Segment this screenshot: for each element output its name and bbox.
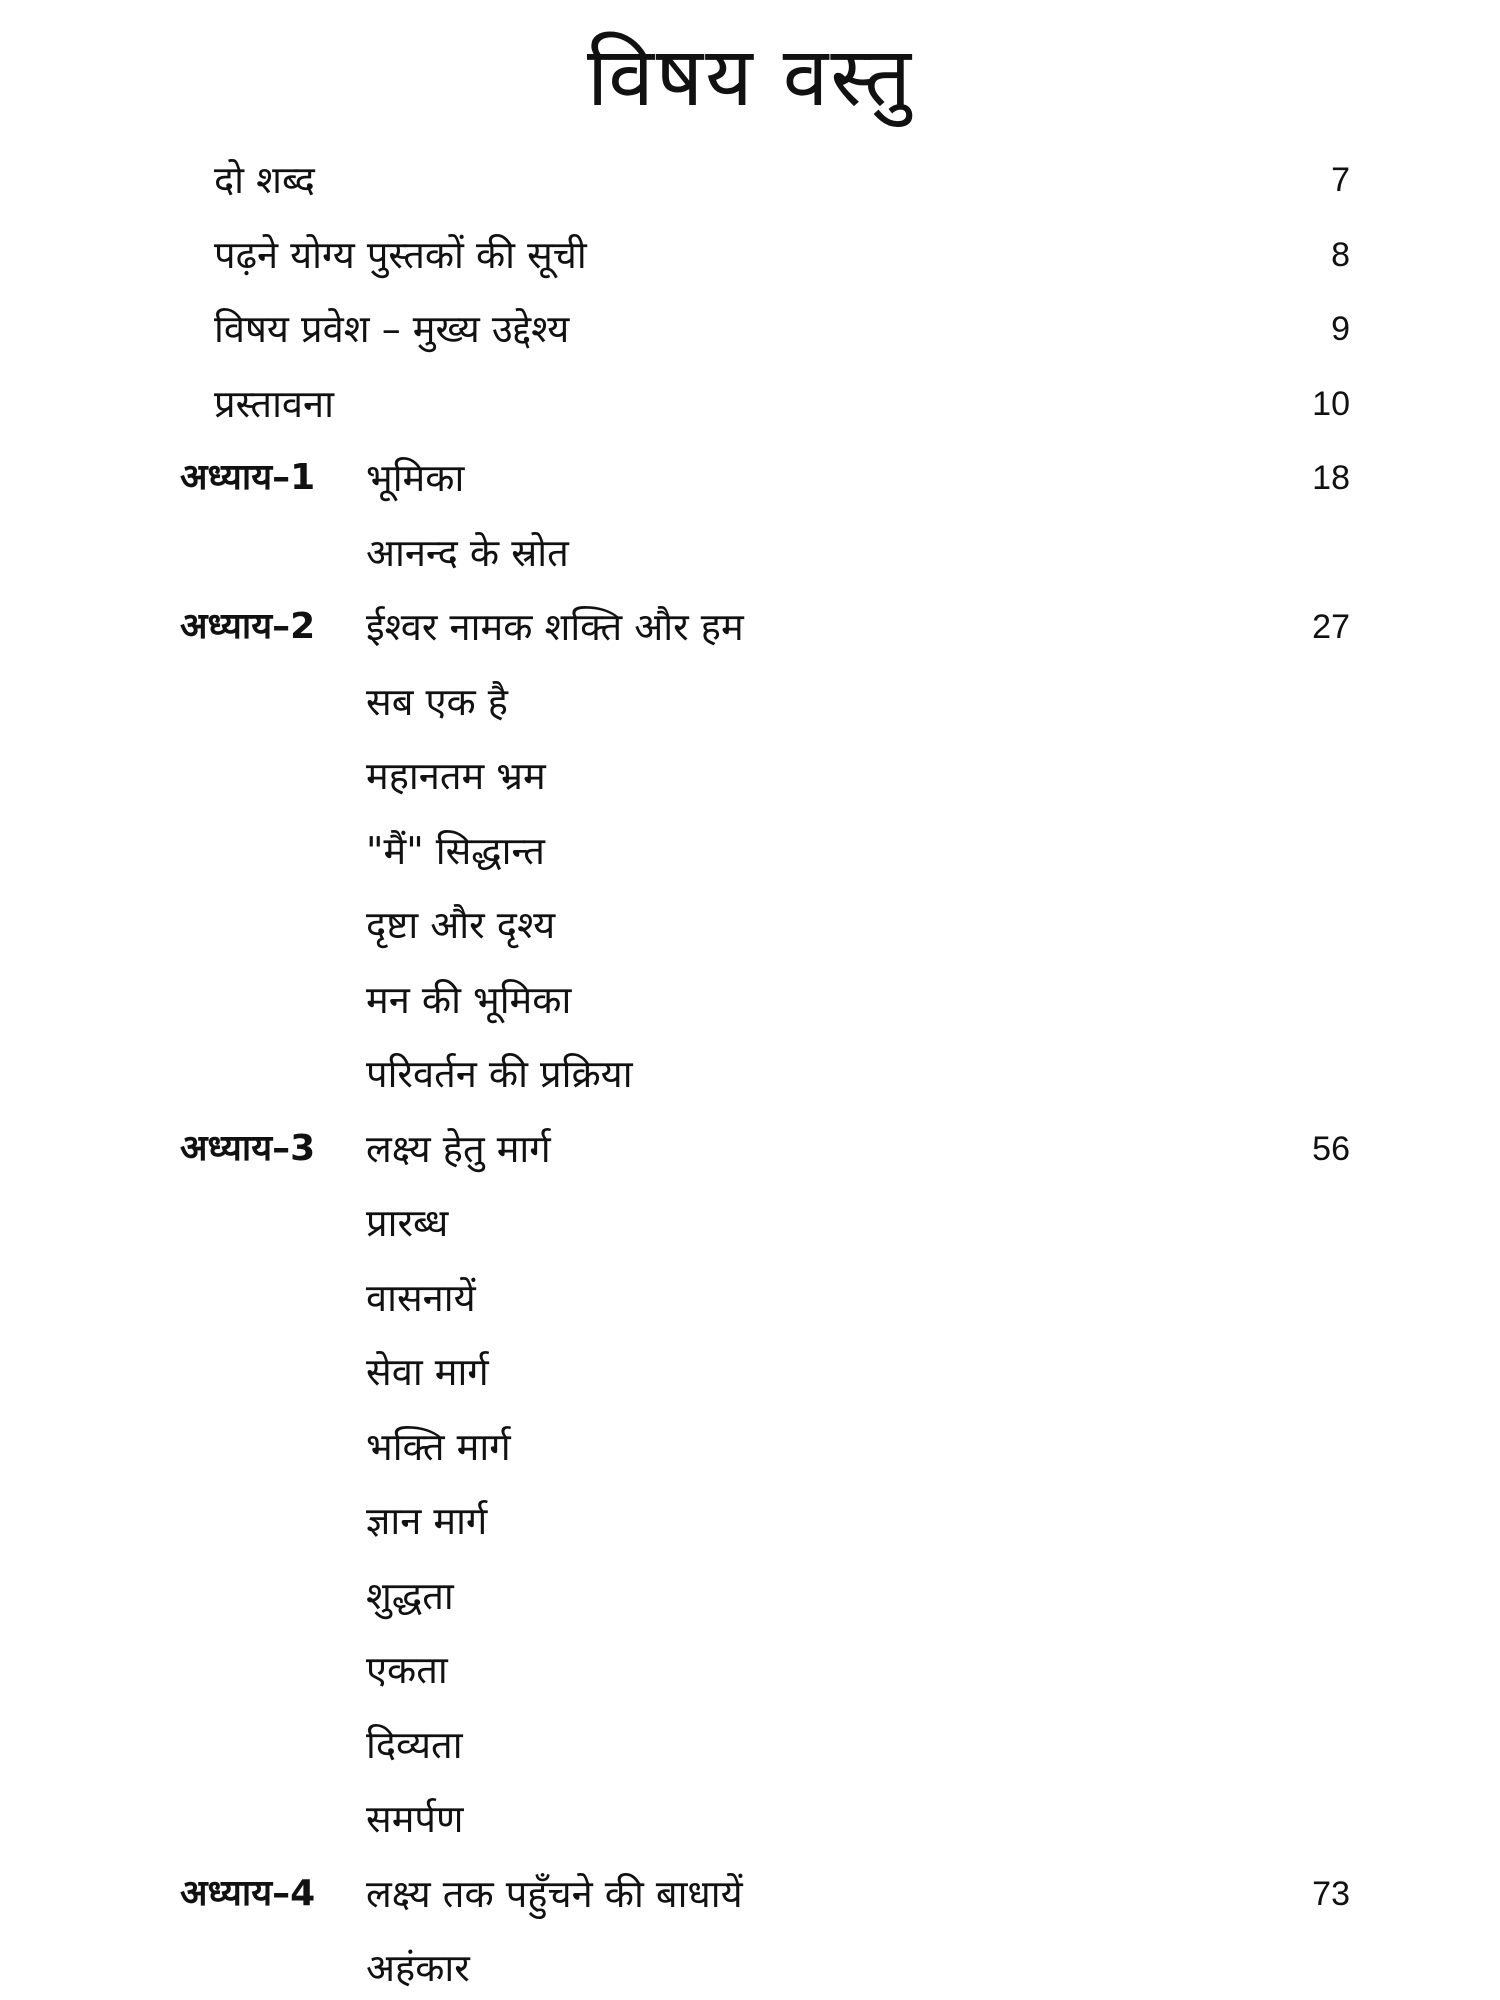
section-title: सेवा मार्ग bbox=[366, 1350, 489, 1394]
front-matter-title: दो शब्द bbox=[214, 158, 315, 202]
front-matter-title: प्रस्तावना bbox=[214, 382, 334, 426]
front-matter-title: पढ़ने योग्य पुस्तकों की सूची bbox=[214, 233, 587, 277]
section-title: दृष्टा और दृश्य bbox=[366, 903, 556, 947]
chapter-title: भूमिका bbox=[366, 456, 465, 500]
page-number: 10 bbox=[1312, 385, 1350, 423]
section-row bbox=[0, 521, 1500, 585]
chapter-title: लक्ष्य तक पहुँचने की बाधायें bbox=[366, 1872, 743, 1916]
page-number: 73 bbox=[1312, 1875, 1350, 1913]
chapter-row bbox=[0, 1117, 1500, 1181]
section-row bbox=[0, 893, 1500, 957]
front-matter-row bbox=[0, 223, 1500, 287]
section-row bbox=[0, 1489, 1500, 1553]
front-matter-title: विषय प्रवेश – मुख्य उद्देश्य bbox=[214, 307, 570, 351]
section-row bbox=[0, 1266, 1500, 1330]
chapter-title: ईश्वर नामक शक्ति और हम bbox=[366, 605, 744, 649]
chapter-row bbox=[0, 595, 1500, 659]
page-number: 18 bbox=[1312, 459, 1350, 497]
section-row bbox=[0, 670, 1500, 734]
section-title: महानतम भ्रम bbox=[366, 754, 546, 798]
section-row bbox=[0, 1042, 1500, 1106]
section-row bbox=[0, 1340, 1500, 1404]
section-row bbox=[0, 1415, 1500, 1479]
section-row bbox=[0, 744, 1500, 808]
section-title: अहंकार bbox=[366, 1946, 470, 1990]
section-title: "मैं" सिद्धान्त bbox=[366, 829, 545, 873]
section-row bbox=[0, 819, 1500, 883]
chapter-label: अध्याय–4 bbox=[180, 1873, 316, 1914]
section-title: ज्ञान मार्ग bbox=[366, 1499, 488, 1543]
section-title: प्रारब्ध bbox=[366, 1201, 449, 1245]
section-row bbox=[0, 968, 1500, 1032]
section-row bbox=[0, 1936, 1500, 2000]
chapter-row bbox=[0, 1862, 1500, 1926]
section-row bbox=[0, 1191, 1500, 1255]
page-number: 27 bbox=[1312, 608, 1350, 646]
chapter-title: लक्ष्य हेतु मार्ग bbox=[366, 1127, 551, 1171]
section-title: परिवर्तन की प्रक्रिया bbox=[366, 1052, 633, 1096]
chapter-label: अध्याय–2 bbox=[180, 606, 316, 647]
front-matter-row bbox=[0, 297, 1500, 361]
page-number: 56 bbox=[1312, 1130, 1350, 1168]
section-row bbox=[0, 1638, 1500, 1702]
page-number: 9 bbox=[1331, 310, 1350, 348]
section-row bbox=[0, 1787, 1500, 1851]
page-title: विषय वस्तु bbox=[586, 30, 914, 125]
section-title: दिव्यता bbox=[366, 1723, 463, 1767]
page-number: 8 bbox=[1331, 236, 1350, 274]
chapter-row bbox=[0, 446, 1500, 510]
section-title: वासनायें bbox=[366, 1276, 476, 1320]
section-title: शुद्धता bbox=[366, 1574, 454, 1618]
section-title: आनन्द के स्रोत bbox=[366, 531, 569, 575]
section-title: सब एक है bbox=[366, 680, 508, 724]
chapter-label: अध्याय–3 bbox=[180, 1128, 316, 1169]
front-matter-row bbox=[0, 148, 1500, 212]
chapter-label: अध्याय–1 bbox=[180, 457, 316, 498]
section-row bbox=[0, 1564, 1500, 1628]
page-number: 7 bbox=[1331, 161, 1350, 199]
section-title: एकता bbox=[366, 1648, 448, 1692]
front-matter-row bbox=[0, 372, 1500, 436]
section-row bbox=[0, 1713, 1500, 1777]
section-title: मन की भूमिका bbox=[366, 978, 572, 1022]
section-title: भक्ति मार्ग bbox=[366, 1425, 511, 1469]
section-title: समर्पण bbox=[366, 1797, 464, 1841]
